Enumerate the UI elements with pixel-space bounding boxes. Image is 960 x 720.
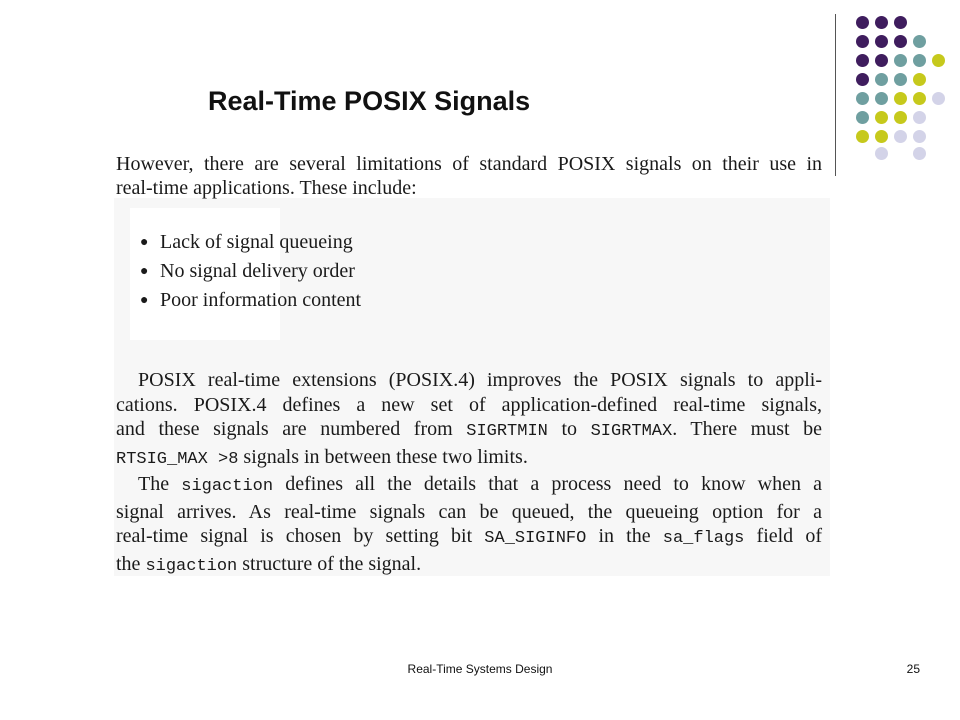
dot — [856, 54, 869, 67]
dot — [913, 130, 926, 143]
code-text: SA_SIGINFO — [484, 529, 587, 548]
code-text: RTSIG_MAX >8 — [116, 449, 239, 469]
dot — [894, 54, 907, 67]
dot — [856, 73, 869, 86]
code-text: SIGRTMIN — [466, 422, 548, 441]
scanned-text-region — [114, 146, 830, 576]
dot — [856, 130, 869, 143]
body-line: signal arrives. As real-time signals can be queued, the queueing option for a — [116, 500, 822, 523]
dot — [856, 35, 869, 48]
code-text: sa_flags — [662, 529, 745, 548]
list-item: ● Poor information content — [140, 286, 361, 315]
dot — [894, 130, 907, 143]
dot — [856, 92, 869, 105]
dot — [913, 54, 926, 67]
bullet-icon: ● — [140, 293, 149, 308]
dot — [913, 35, 926, 48]
body-line: cations. POSIX.4 defines a new set of application-defined real-time signals, — [116, 393, 822, 416]
intro-paragraph — [116, 152, 822, 200]
dot — [913, 73, 926, 86]
body-line: and these signals are numbered from SIGRTMIN to SIGRTMAX. There must be — [116, 418, 822, 441]
dot — [894, 73, 907, 86]
code-text: sigaction — [145, 556, 238, 576]
limitations-list — [140, 228, 361, 315]
dot — [913, 147, 926, 160]
footer-title: Real-Time Systems Design — [407, 662, 553, 676]
body-line: RTSIG_MAX >8 signals in between these two limits. — [116, 445, 528, 469]
dot — [875, 130, 888, 143]
dot — [856, 16, 869, 29]
dot — [875, 92, 888, 105]
body-line: real-time signal is chosen by setting bit SA_SIGINFO in the sa_flags field of — [116, 525, 822, 548]
dot — [932, 92, 945, 105]
page-number: 25 — [906, 662, 920, 676]
code-text: sigaction — [181, 477, 274, 496]
dot — [932, 54, 945, 67]
body-line: the sigaction structure of the signal. — [116, 552, 422, 576]
dot — [894, 35, 907, 48]
dot — [875, 147, 888, 160]
dot — [875, 16, 888, 29]
list-item: ● No signal delivery order — [140, 257, 361, 286]
divider-line — [835, 14, 836, 176]
intro-line: However, there are several limitations of standard POSIX signals on their use in — [116, 153, 822, 175]
body-line: POSIX real-time extensions (POSIX.4) improves the POSIX signals to appli- — [138, 369, 822, 391]
dot — [856, 111, 869, 124]
intro-line: real-time applications. These include: — [116, 177, 417, 199]
dot — [894, 111, 907, 124]
dot — [894, 92, 907, 105]
code-text: SIGRTMAX — [590, 422, 673, 441]
slide-title: Real-Time POSIX Signals — [208, 86, 531, 116]
dot — [894, 16, 907, 29]
dot — [875, 111, 888, 124]
dot — [875, 73, 888, 86]
dot — [913, 92, 926, 105]
dot — [875, 35, 888, 48]
dot — [875, 54, 888, 67]
dot — [913, 111, 926, 124]
list-item: ● Lack of signal queueing — [140, 228, 361, 257]
body-paragraph — [116, 368, 822, 579]
bullet-icon: ● — [140, 235, 149, 250]
bullet-icon: ● — [140, 264, 149, 279]
decorative-dot-grid — [852, 10, 942, 160]
body-line: The sigaction defines all the details that a process need to know when a — [138, 473, 823, 496]
